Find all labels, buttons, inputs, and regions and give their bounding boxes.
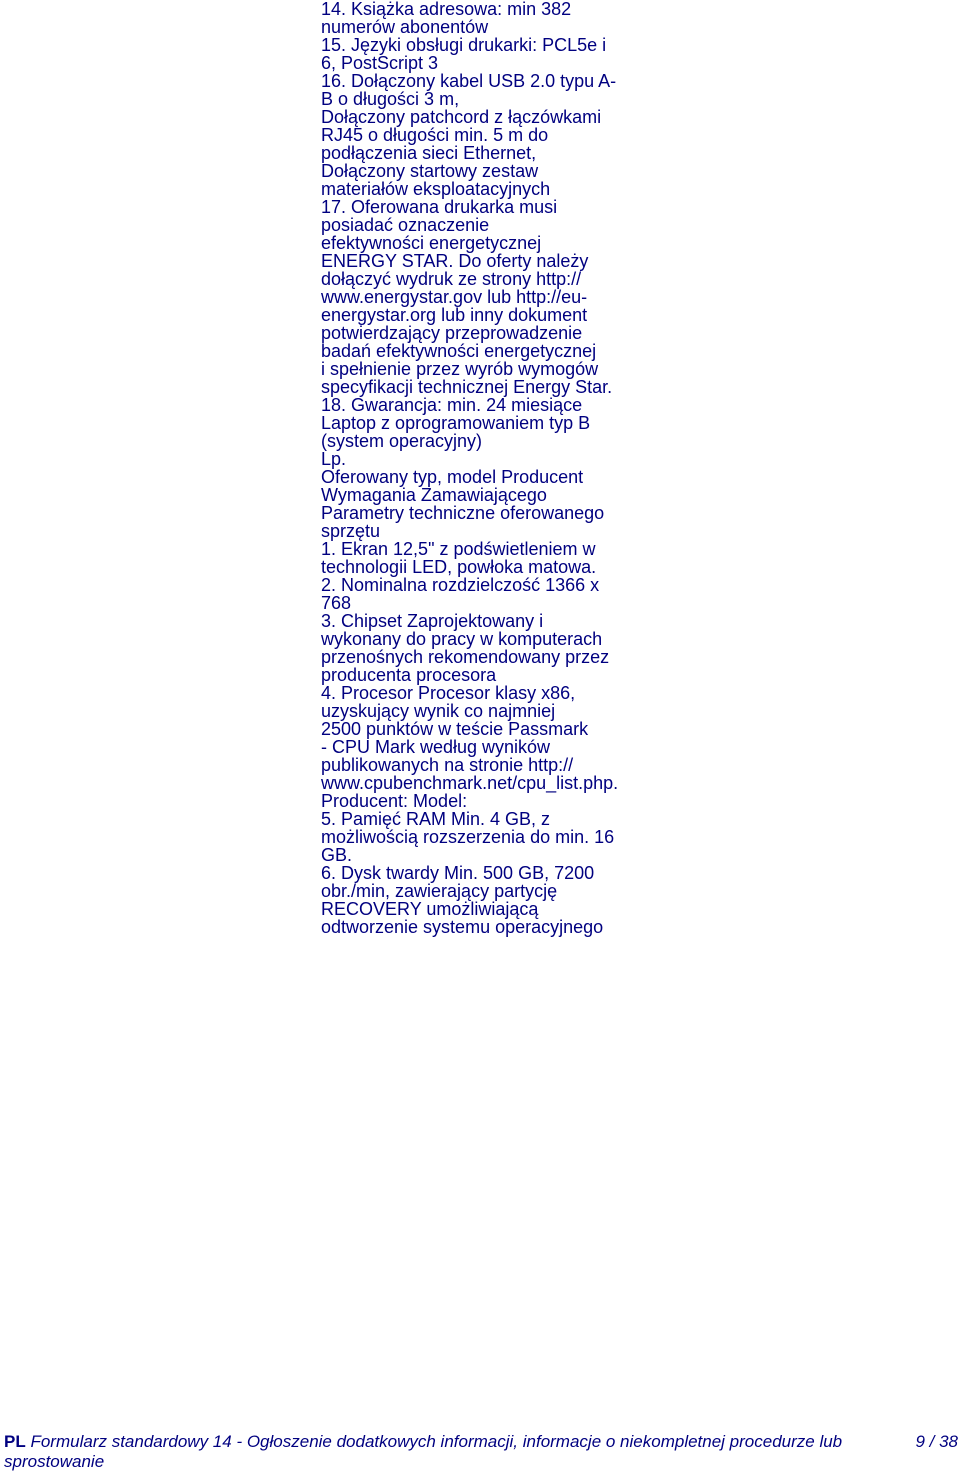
- document-line: potwierdzający przeprowadzenie: [321, 323, 583, 343]
- document-line: materiałów eksploatacyjnych: [321, 179, 551, 199]
- document-line: efektywności energetycznej: [321, 233, 542, 253]
- document-line: 3. Chipset Zaprojektowany i: [321, 611, 544, 631]
- document-line: GB.: [321, 845, 353, 865]
- document-line: Dołączony patchcord z łączówkami: [321, 107, 602, 127]
- document-line: posiadać oznaczenie: [321, 215, 490, 235]
- document-line: energystar.org lub inny dokument: [321, 305, 588, 325]
- document-line: B o długości 3 m,: [321, 89, 460, 109]
- document-line: technologii LED, powłoka matowa.: [321, 557, 597, 577]
- document-line: 6, PostScript 3: [321, 53, 439, 73]
- page-footer: [4, 1432, 958, 1472]
- document-line: podłączenia sieci Ethernet,: [321, 143, 537, 163]
- document-line: 18. Gwarancja: min. 24 miesiące: [321, 395, 583, 415]
- document-line: 17. Oferowana drukarka musi: [321, 197, 558, 217]
- document-line: dołączyć wydruk ze strony http://: [321, 269, 582, 289]
- document-line: producenta procesora: [321, 665, 497, 685]
- document-line: RJ45 o długości min. 5 m do: [321, 125, 549, 145]
- document-body: [321, 0, 651, 936]
- footer-form-title: Formularz standardowy 14 - Ogłoszenie dodatkowych informacji, informacje o niekompletnej procedurze lub: [30, 1432, 843, 1451]
- document-line: ENERGY STAR. Do oferty należy: [321, 251, 589, 271]
- footer-page-number: 9 / 38: [915, 1432, 958, 1451]
- document-line: 1. Ekran 12,5" z podświetleniem w: [321, 539, 596, 559]
- document-line: 6. Dysk twardy Min. 500 GB, 7200: [321, 863, 595, 883]
- document-line: wykonany do pracy w komputerach: [321, 629, 603, 649]
- document-line: 16. Dołączony kabel USB 2.0 typu A-: [321, 71, 617, 91]
- footer-language-code: PL: [4, 1432, 26, 1451]
- document-line: numerów abonentów: [321, 17, 489, 37]
- document-line: obr./min, zawierający partycję: [321, 881, 558, 901]
- document-line: - CPU Mark według wyników: [321, 737, 551, 757]
- document-line: Producent: Model:: [321, 791, 468, 811]
- document-line: badań efektywności energetycznej: [321, 341, 597, 361]
- footer-line-1: [4, 1432, 958, 1452]
- document-line: www.cpubenchmark.net/cpu_list.php.: [321, 773, 619, 793]
- document-line: Laptop z oprogramowaniem typ B: [321, 413, 591, 433]
- document-line: możliwością rozszerzenia do min. 16: [321, 827, 615, 847]
- document-line: sprzętu: [321, 521, 381, 541]
- document-line: Oferowany typ, model Producent: [321, 467, 584, 487]
- document-line: przenośnych rekomendowany przez: [321, 647, 610, 667]
- document-line: Wymagania Zamawiającego: [321, 485, 547, 505]
- document-line: 14. Książka adresowa: min 382: [321, 0, 572, 19]
- document-line: 768: [321, 593, 352, 613]
- document-line: Dołączony startowy zestaw: [321, 161, 539, 181]
- document-line: 2500 punktów w teście Passmark: [321, 719, 589, 739]
- document-line: odtworzenie systemu operacyjnego: [321, 917, 604, 937]
- document-line: www.energystar.gov lub http://eu-: [321, 287, 588, 307]
- document-line: Lp.: [321, 449, 347, 469]
- document-line: 5. Pamięć RAM Min. 4 GB, z: [321, 809, 551, 829]
- document-line: publikowanych na stronie http://: [321, 755, 574, 775]
- document-line: 4. Procesor Procesor klasy x86,: [321, 683, 576, 703]
- document-line: i spełnienie przez wyrób wymogów: [321, 359, 599, 379]
- footer-form-title-continued: sprostowanie: [4, 1452, 105, 1471]
- document-line: uzyskujący wynik co najmniej: [321, 701, 556, 721]
- document-line: 15. Języki obsługi drukarki: PCL5e i: [321, 35, 607, 55]
- document-line: specyfikacji technicznej Energy Star.: [321, 377, 613, 397]
- document-line: 2. Nominalna rozdzielczość 1366 x: [321, 575, 600, 595]
- document-line: (system operacyjny): [321, 431, 483, 451]
- document-line: RECOVERY umożliwiającą: [321, 899, 539, 919]
- document-line: Parametry techniczne oferowanego: [321, 503, 605, 523]
